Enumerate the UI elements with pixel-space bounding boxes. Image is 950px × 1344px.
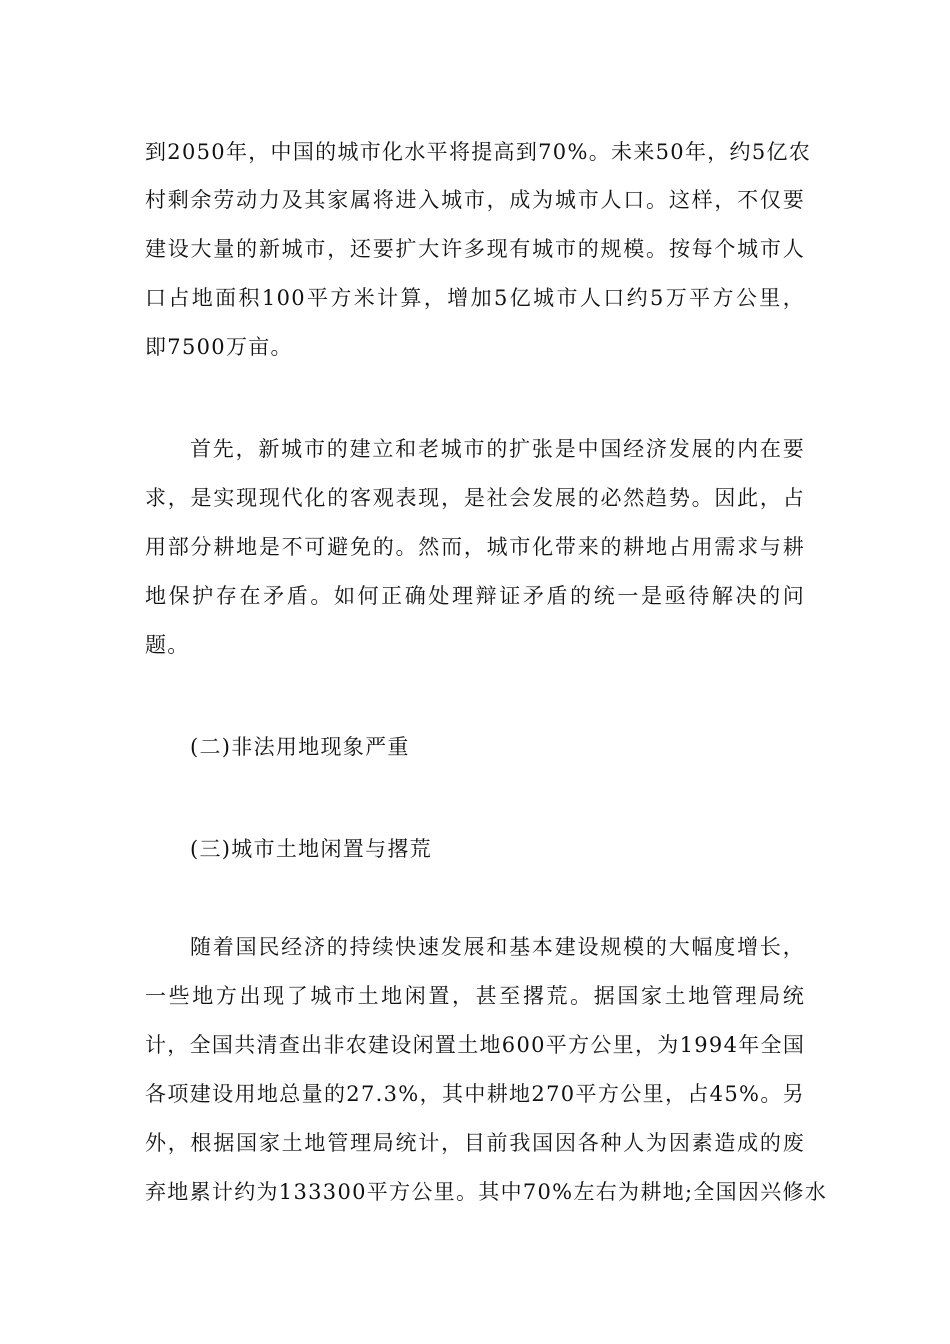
paragraph-3-line-6: 弃地累计约为133300平方公里。其中70%左右为耕地;全国因兴修水: [145, 1180, 828, 1204]
paragraph-1-line-2: 村剩余劳动力及其家属将进入城市，成为城市人口。这样，不仅要: [145, 188, 805, 212]
paragraph-3-line-5: 外，根据国家土地管理局统计，目前我国因各种人为因素造成的废: [145, 1131, 805, 1155]
paragraph-2-line-2: 求，是实现现代化的客观表现，是社会发展的必然趋势。因此，占: [145, 486, 805, 510]
paragraph-3-line-2: 一些地方出现了城市土地闲置，甚至撂荒。据国家土地管理局统: [145, 984, 805, 1008]
paragraph-3-line-4: 各项建设用地总量的27.3%，其中耕地270平方公里，占45%。另: [145, 1082, 805, 1106]
paragraph-2-line-5: 题。: [145, 633, 190, 657]
paragraph-2-line-1: 首先，新城市的建立和老城市的扩张是中国经济发展的内在要: [190, 437, 805, 461]
paragraph-2-line-3: 用部分耕地是不可避免的。然而，城市化带来的耕地占用需求与耕: [145, 535, 805, 559]
paragraph-3-line-3: 计，全国共清查出非农建设闲置土地600平方公里，为1994年全国: [145, 1033, 806, 1057]
paragraph-3-line-1: 随着国民经济的持续快速发展和基本建设规模的大幅度增长，: [190, 935, 805, 959]
paragraph-1-line-1: 到2050年，中国的城市化水平将提高到70%。未来50年，约5亿农: [145, 140, 812, 164]
section-heading-3: (三)城市土地闲置与撂荒: [190, 837, 432, 861]
paragraph-2-line-4: 地保护存在矛盾。如何正确处理辩证矛盾的统一是亟待解决的问: [145, 584, 805, 608]
paragraph-1-line-5: 即7500万亩。: [145, 335, 293, 359]
paragraph-1-line-3: 建设大量的新城市，还要扩大许多现有城市的规模。按每个城市人: [145, 237, 805, 261]
section-heading-2: (二)非法用地现象严重: [190, 735, 410, 759]
paragraph-1-line-4: 口占地面积100平方米计算，增加5亿城市人口约5万平方公里，: [145, 286, 805, 310]
